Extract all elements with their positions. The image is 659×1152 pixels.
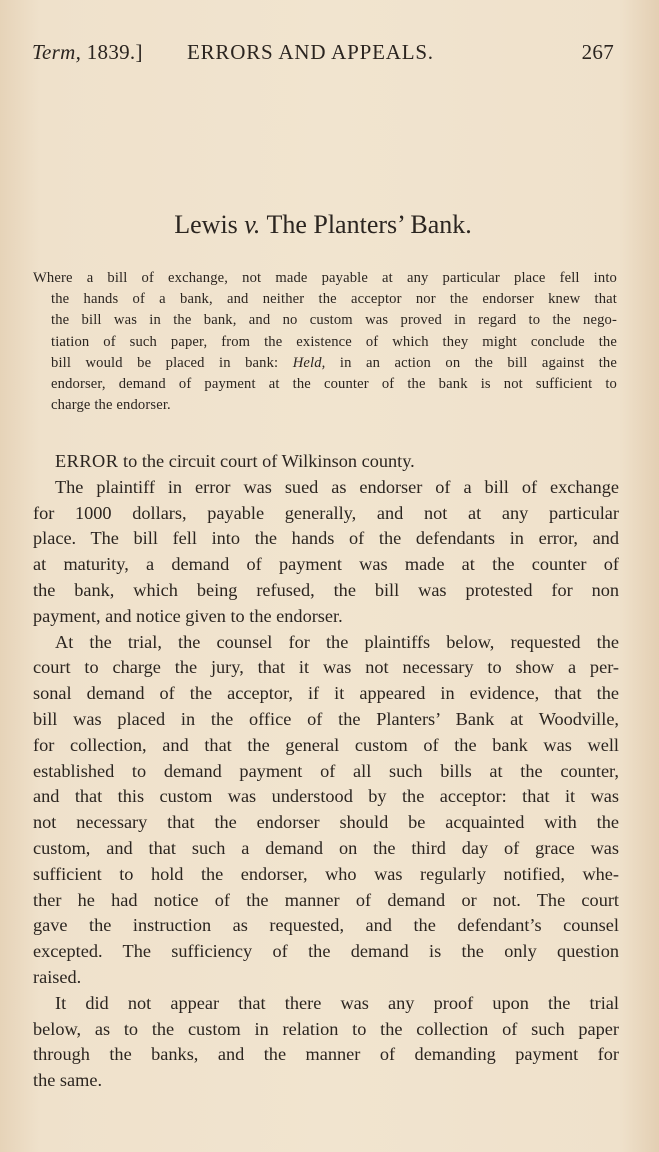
body-line: bill was placed in the office of the Planters’ Bank at Woodville, xyxy=(33,708,619,729)
error-word: ERROR xyxy=(55,451,119,471)
body-line: sufficient to hold the endorser, who was regularly notified, whe- xyxy=(33,863,619,884)
body-line: below, as to the custom in relation to the collection of such paper xyxy=(33,1018,619,1039)
body-line: At the trial, the counsel for the plaintiffs below, requested the xyxy=(55,631,619,652)
headnote-line: tiation of such paper, from the existence of which they might conclude the xyxy=(51,333,617,350)
headnote xyxy=(33,268,617,416)
body-line: custom, and that such a demand on the third day of grace was xyxy=(33,837,619,858)
headnote-line: the bill was in the bank, and no custom was proved in regard to the nego- xyxy=(51,312,617,329)
body-line: raised. xyxy=(33,966,82,987)
body-line: through the banks, and the manner of demanding payment for xyxy=(33,1044,619,1065)
term-word: Term, xyxy=(32,40,82,64)
case-title xyxy=(0,210,646,240)
case-party-plaintiff: Lewis xyxy=(174,210,245,239)
running-head-title: ERRORS AND APPEALS. xyxy=(187,40,434,64)
body-line: payment, and notice given to the endorser. xyxy=(33,605,343,626)
running-head xyxy=(32,40,614,70)
body-line: the same. xyxy=(33,1070,103,1091)
body-line: gave the instruction as requested, and the defendant’s counsel xyxy=(33,915,619,936)
body-line: place. The bill fell into the hands of the defendants in error, and xyxy=(33,528,619,549)
headnote-line: Where a bill of exchange, not made payable at any particular place fell into xyxy=(33,270,617,286)
running-head-term xyxy=(32,40,143,65)
headnote-line xyxy=(33,353,617,374)
body-line: not necessary that the endorser should be acquainted with the xyxy=(33,812,619,833)
body-line: for 1000 dollars, payable generally, and not at any particular xyxy=(33,502,619,523)
body-line-rest: to the circuit court of Wilkinson county. xyxy=(118,451,415,471)
headnote-line-end: in an action on the bill against the xyxy=(325,354,617,371)
headnote-line: endorser, demand of payment at the counter of the bank is not sufficient to xyxy=(51,376,617,393)
body-line: ther he had notice of the manner of demand or not. The court xyxy=(33,889,619,910)
body-line: The plaintiff in error was sued as endorser of a bill of exchange xyxy=(55,476,619,497)
body-line: and that this custom was understood by the acceptor: that it was xyxy=(33,786,619,807)
case-versus: v. xyxy=(244,210,261,239)
headnote-line: charge the endorser. xyxy=(51,397,171,414)
body-line: at maturity, a demand of payment was made at the counter of xyxy=(33,554,619,575)
body-line: excepted. The sufficiency of the demand is the only question xyxy=(33,941,619,962)
body-line: sonal demand of the acceptor, if it appeared in evidence, that the xyxy=(33,683,619,704)
body-line: for collection, and that the general custom of the bank was well xyxy=(33,734,619,755)
case-party-defendant: The Planters’ Bank. xyxy=(260,210,472,239)
body-line: It did not appear that there was any proof upon the trial xyxy=(55,992,619,1013)
body-line xyxy=(33,449,619,475)
headnote-line: the hands of a bank, and neither the acceptor nor the endorser knew that xyxy=(51,291,617,308)
body-line: established to demand payment of all such bills at the counter, xyxy=(33,760,619,781)
term-year: 1839.] xyxy=(81,40,143,64)
page-number: 267 xyxy=(581,40,614,64)
headnote-held: Held, xyxy=(292,354,326,371)
headnote-line-start: bill would be placed in bank: xyxy=(51,354,293,371)
body-line: court to charge the jury, that it was not necessary to show a per- xyxy=(33,657,619,678)
body-line: the bank, which being refused, the bill was protested for non xyxy=(33,579,619,600)
opinion-body xyxy=(33,449,619,1094)
